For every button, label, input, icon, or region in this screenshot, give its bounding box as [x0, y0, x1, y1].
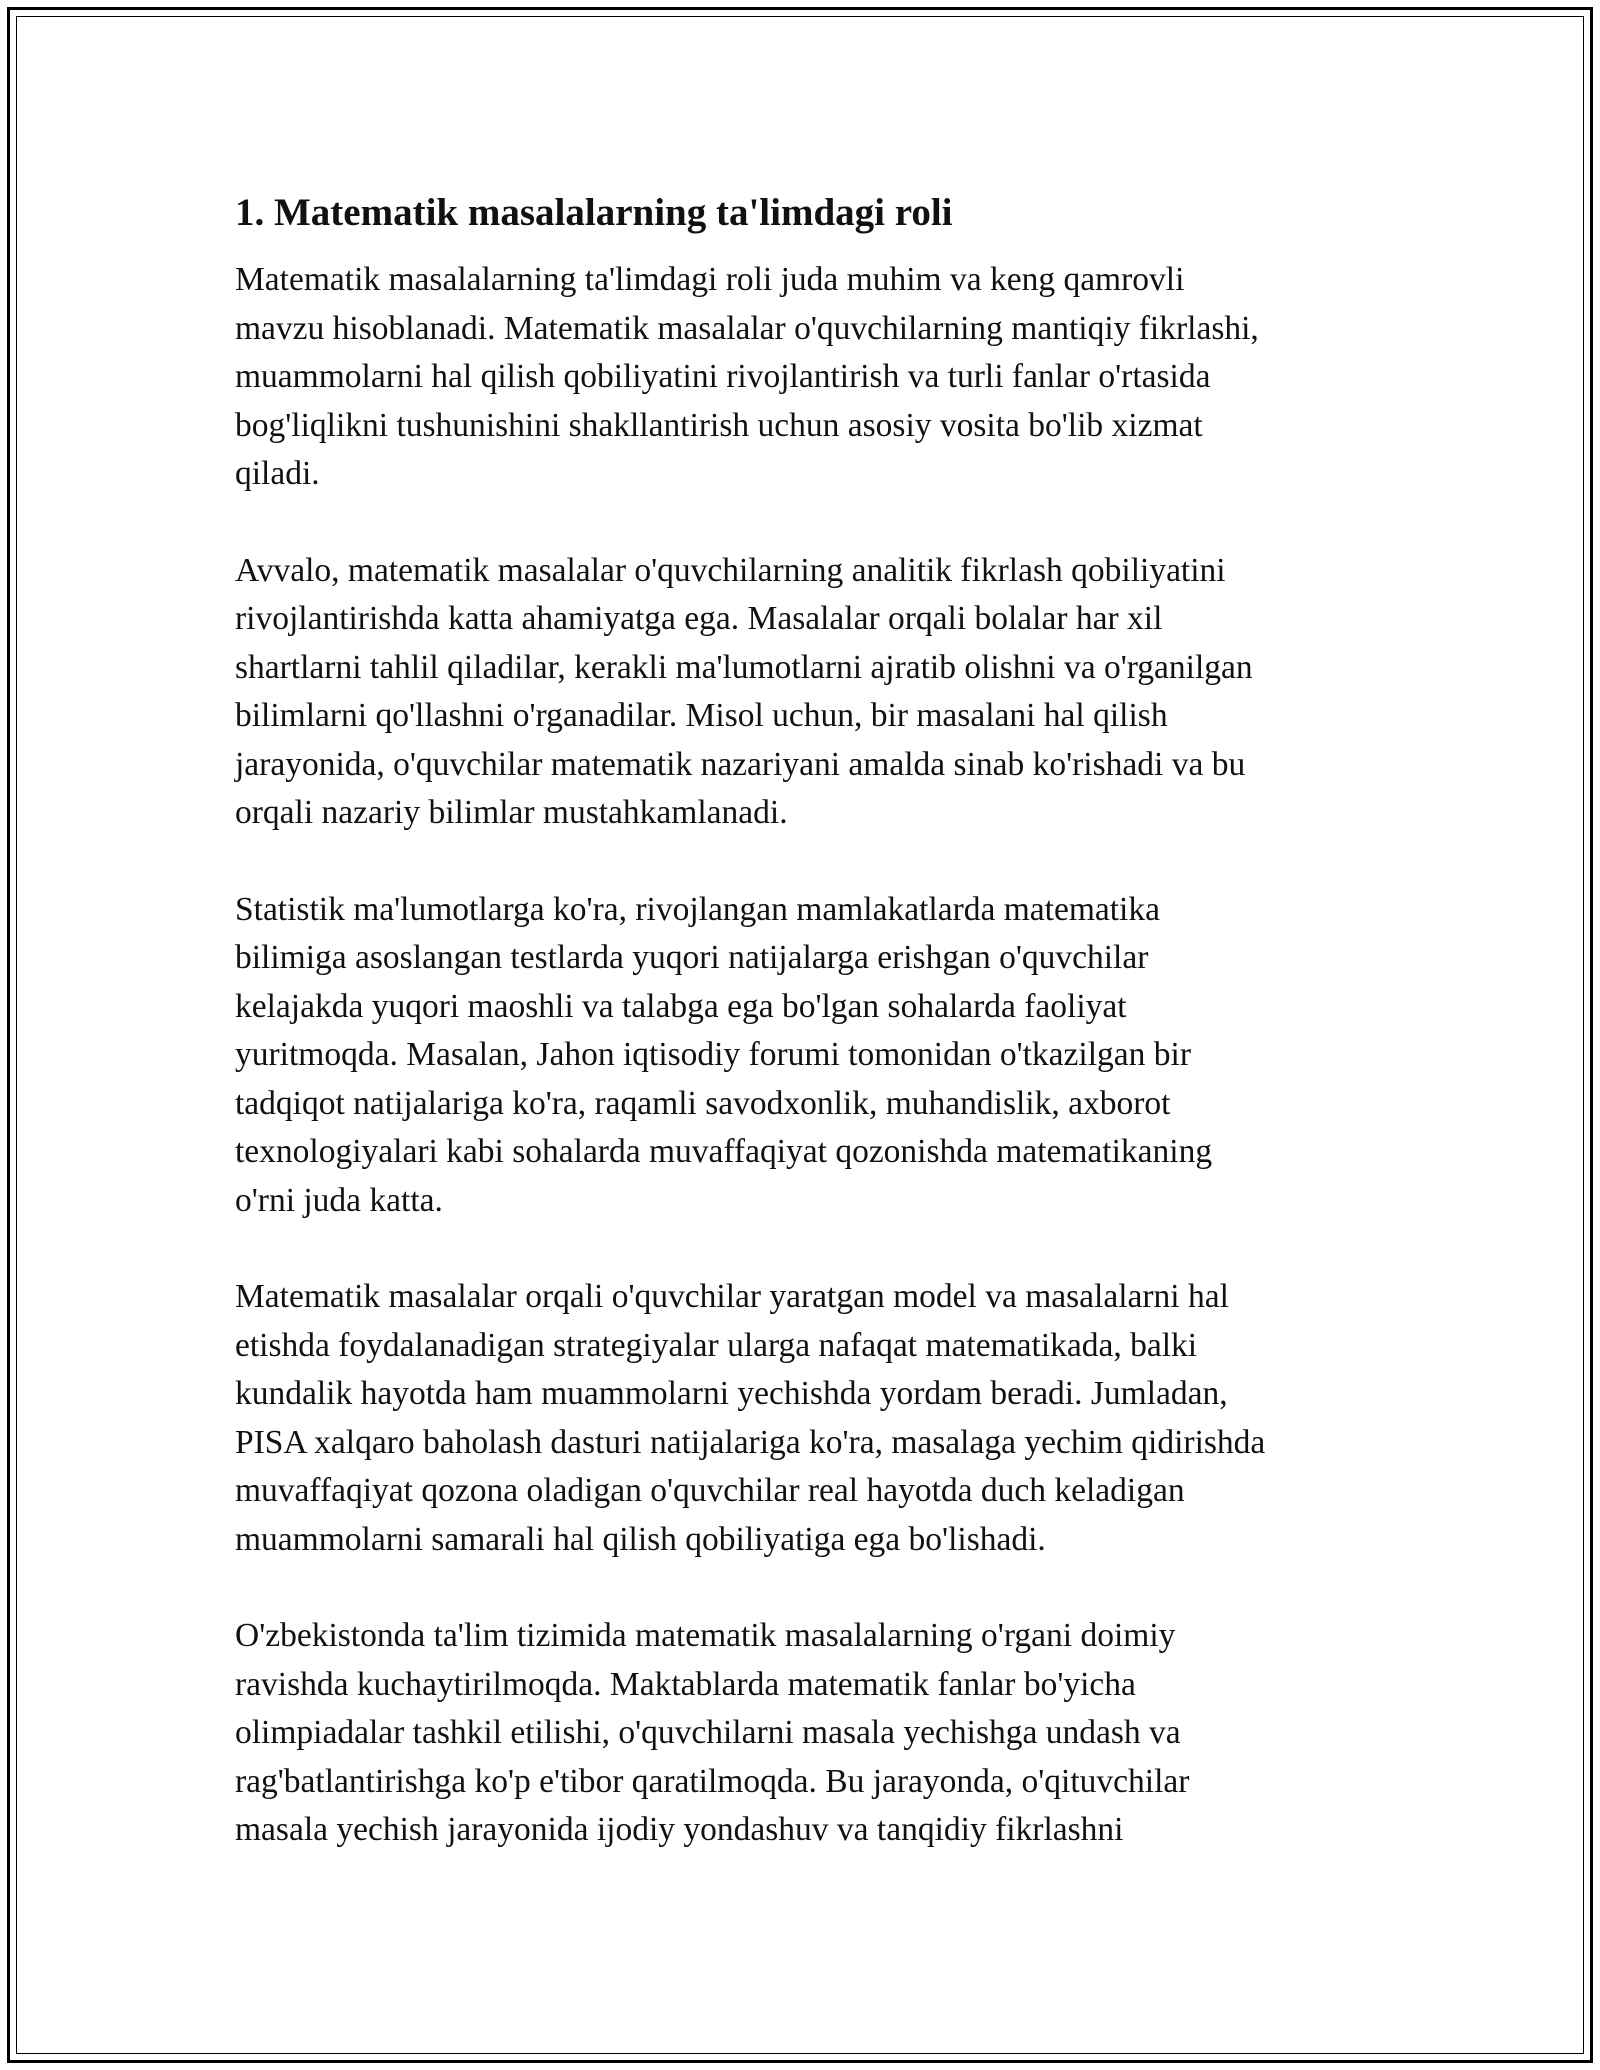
paragraph-2: Avvalo, matematik masalalar o'quvchilarning analitik fikrlash qobiliyatini rivojlantirishda katta ahamiyatga ega. Masalalar orqali bolalar har xil shartlarni tahlil qiladilar, kerakli ma'lumotlarni ajratib olishni va o'rganilgan bilimlarni qo'llashni o'rganadilar. Misol uchun, bir masalani hal qilish jarayonida, o'quvchilar matematik nazariyani amalda sinab ko'rishadi va bu orqali nazariy bilimlar mustahkamlanadi. — [235, 551, 1253, 831]
paragraph-3: Statistik ma'lumotlarga ko'ra, rivojlangan mamlakatlarda matematika bilimiga asoslangan testlarda yuqori natijalarga erishgan o'quvchilar kelajakda yuqori maoshli va talabga ega bo'lgan sohalarda faoliyat yuritmoqda. Masalan, Jahon iqtisodiy forumi tomonidan o'tkazilgan bir tadqiqot natijalariga ko'ra, raqamli savodxonlik, muhandislik, axborot texnologiyalari kabi sohalarda muvaffaqiyat qozonishda matematikaning o'rni juda katta. — [235, 890, 1213, 1219]
section-heading: 1. Matematik masalalarning ta'limdagi roli — [235, 191, 953, 234]
paragraph-1: Matematik masalalarning ta'limdagi roli juda muhim va keng qamrovli mavzu hisoblanadi. Matematik masalalar o'quvchilarning mantiqiy fikrlashi, muammolarni hal qilish qobiliyatini rivojlantirish va turli fanlar o'rtasida bog'liqlikni tushunishini shakllantirish uchun asosiy vosita bo'lib xizmat qiladi. — [235, 261, 1259, 492]
document-body — [235, 188, 1385, 1903]
paragraph-4: Matematik masalalar orqali o'quvchilar yaratgan model va masalalarni hal etishda foydalanadigan strategiyalar ularga nafaqat matematikada, balki kundalik hayotda ham muammolarni yechishda yordam beradi. Jumladan, PISA xalqaro baholash dasturi natijalariga ko'ra, masalaga yechim qidirishda muvaffaqiyat qozona oladigan o'quvchilar real hayotda duch keladigan muammolarni samarali hal qilish qobiliyatiga ega bo'lishadi. — [235, 1278, 1266, 1558]
paragraph-5: O'zbekistonda ta'lim tizimida matematik masalalarning o'rgani doimiy ravishda kuchaytirilmoqda. Maktablarda matematik fanlar bo'yicha olimpiadalar tashkil etilishi, o'quvchilarni masala yechishga undash va rag'batlantirishga ko'p e'tibor qaratilmoqda. Bu jarayonda, o'qituvchilar masala yechish jarayonida ijodiy yondashuv va tanqidiy fikrlashni — [235, 1617, 1190, 1848]
